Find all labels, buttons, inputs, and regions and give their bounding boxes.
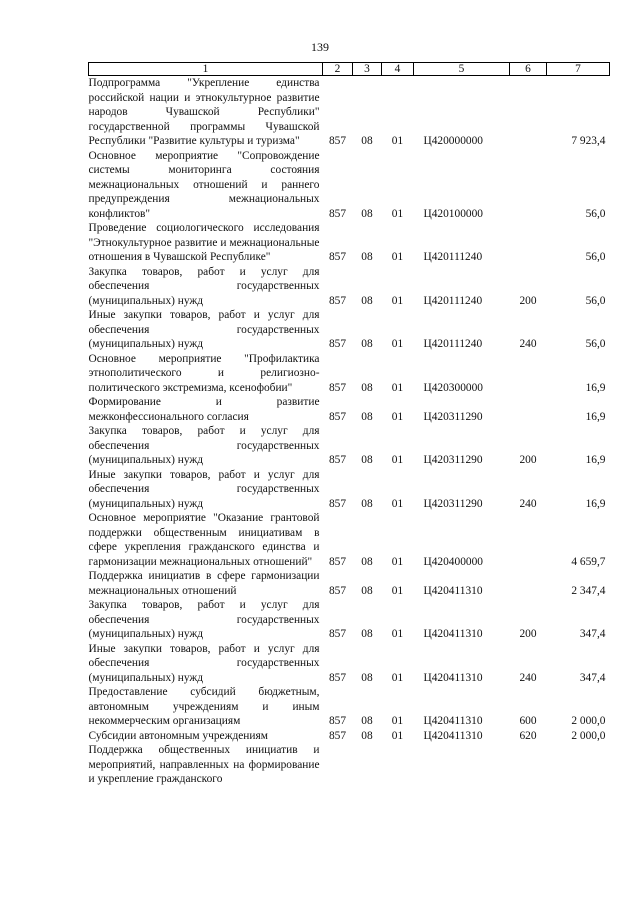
row-amount: 56,0: [585, 294, 606, 307]
row-subsection-code: 01: [391, 381, 404, 394]
row-section-code: 08: [361, 584, 373, 597]
row-subsection-code: 01: [391, 729, 404, 742]
row-subsection-code: 01: [391, 410, 404, 423]
header-col-3: 3: [353, 63, 382, 76]
row-subsection-code: 01: [391, 715, 404, 727]
row-ministry-code: 857: [328, 671, 347, 684]
row-ministry-code: 857: [328, 410, 347, 423]
row-target-code: Ц420111240: [423, 294, 483, 307]
row-expense-type: [510, 149, 547, 222]
table-row: [89, 424, 610, 468]
row-name: Закупка товаров, работ и услуг для обеспечения государственных (муниципальных) нужд: [88, 425, 320, 466]
table-row: [89, 743, 610, 787]
row-amount: 4 659,7: [571, 555, 606, 568]
row-name: Закупка товаров, работ и услуг для обеспечения государственных (муниципальных) нужд: [88, 599, 320, 640]
row-section-code: 08: [361, 628, 373, 640]
row-amount: 347,4: [579, 628, 606, 640]
row-target-code: Ц420111240: [423, 338, 483, 350]
row-ministry-code: 857: [328, 715, 347, 727]
table-body: [89, 76, 610, 787]
row-amount: 56,0: [585, 207, 606, 220]
row-expense-type: [510, 395, 547, 424]
row-expense-type: [510, 352, 547, 396]
row-subsection-code: [382, 743, 414, 787]
row-subsection-code: 01: [391, 294, 404, 307]
row-ministry-code: 857: [328, 294, 347, 307]
row-ministry-code: 857: [328, 497, 347, 510]
row-section-code: [353, 743, 382, 787]
row-expense-type: 240: [519, 671, 537, 684]
row-ministry-code: 857: [328, 584, 347, 597]
row-section-code: 08: [361, 715, 373, 727]
row-ministry-code: 857: [328, 381, 347, 394]
row-name: Основное мероприятие "Сопровождение системы мониторинга состояния межнациональных отношений и раннего предупреждения межнациональных конфликтов": [88, 149, 320, 220]
row-amount: 56,0: [585, 338, 606, 350]
row-target-code: Ц420400000: [423, 555, 483, 568]
row-amount: 16,9: [585, 497, 606, 510]
row-amount: 7 923,4: [571, 135, 606, 147]
row-expense-type: 240: [519, 338, 537, 350]
table-row: [89, 352, 610, 396]
row-target-code: Ц420411310: [423, 628, 483, 640]
header-col-4: 4: [382, 63, 414, 76]
row-target-code: Ц420300000: [423, 381, 483, 394]
row-expense-type: 200: [519, 454, 537, 466]
table-row: [89, 685, 610, 729]
row-section-code: 08: [361, 207, 373, 220]
row-name: Основное мероприятие "Оказание грантовой поддержки общественным инициативам в сфере укрепления гражданского единства и гармонизации межнациональных отношений": [88, 512, 320, 568]
row-name: Проведение социологического исследования "Этнокультурное развитие и межнациональные отношения в Чувашской Республике": [88, 222, 320, 263]
row-ministry-code: 857: [328, 555, 347, 568]
row-ministry-code: 857: [328, 628, 347, 640]
header-col-7: 7: [547, 63, 610, 76]
row-target-code: Ц420311290: [423, 497, 483, 510]
budget-table: [88, 62, 610, 787]
row-section-code: 08: [361, 410, 373, 423]
row-name: Иные закупки товаров, работ и услуг для обеспечения государственных (муниципальных) нужд: [88, 642, 320, 684]
row-ministry-code: [323, 743, 353, 787]
table-row: [89, 265, 610, 309]
row-subsection-code: 01: [391, 584, 404, 597]
row-expense-type: 620: [519, 729, 537, 742]
table-row: [89, 598, 610, 642]
header-col-5: 5: [414, 63, 510, 76]
row-expense-type: [510, 569, 547, 598]
table-row: [89, 395, 610, 424]
row-name: Поддержка общественных инициатив и мероприятий, направленных на формирование и укрепление гражданского: [88, 744, 320, 785]
row-expense-type: [510, 221, 547, 265]
table-row: [89, 729, 610, 744]
row-amount: 16,9: [585, 454, 606, 466]
row-target-code: Ц420411310: [423, 671, 483, 684]
row-expense-type: 600: [519, 715, 537, 727]
row-name: Субсидии автономным учреждениям: [88, 729, 268, 742]
row-expense-type: [510, 76, 547, 149]
table-row: [89, 76, 610, 149]
table-row: [89, 149, 610, 222]
row-amount: [547, 743, 610, 787]
row-subsection-code: 01: [391, 454, 404, 466]
table-row: [89, 511, 610, 569]
row-expense-type: 240: [519, 497, 537, 510]
row-subsection-code: 01: [391, 135, 404, 147]
row-expense-type: 200: [519, 294, 537, 307]
row-section-code: 08: [361, 251, 373, 263]
row-subsection-code: 01: [391, 497, 404, 510]
table-row: [89, 308, 610, 352]
table-row: [89, 642, 610, 686]
row-expense-type: [510, 743, 547, 787]
row-target-code: Ц420411310: [423, 729, 483, 742]
row-subsection-code: 01: [391, 207, 404, 220]
row-ministry-code: 857: [328, 135, 347, 147]
page-number: 139: [311, 40, 329, 54]
row-section-code: 08: [361, 338, 373, 350]
row-ministry-code: 857: [328, 207, 347, 220]
row-section-code: 08: [361, 555, 373, 568]
row-amount: 16,9: [585, 381, 606, 394]
row-subsection-code: 01: [391, 338, 404, 350]
row-target-code: Ц420111240: [423, 251, 483, 263]
row-subsection-code: 01: [391, 555, 404, 568]
row-section-code: 08: [361, 381, 373, 394]
table-row: [89, 468, 610, 512]
row-target-code: [414, 743, 510, 787]
row-ministry-code: 857: [328, 251, 347, 263]
table-row: [89, 221, 610, 265]
row-name: Основное мероприятие "Профилактика этнополитического и религиозно-политического экстремизма, ксенофобии": [88, 352, 320, 394]
row-target-code: Ц420100000: [423, 207, 483, 220]
row-amount: 56,0: [585, 251, 606, 263]
row-ministry-code: 857: [328, 338, 347, 350]
header-col-6: 6: [510, 63, 547, 76]
row-section-code: 08: [361, 729, 373, 742]
row-amount: 2 347,4: [571, 584, 606, 597]
row-amount: 347,4: [579, 671, 606, 684]
row-section-code: 08: [361, 671, 373, 684]
row-name: Иные закупки товаров, работ и услуг для обеспечения государственных (муниципальных) нужд: [88, 309, 320, 350]
row-target-code: Ц420311290: [423, 454, 483, 466]
row-subsection-code: 01: [391, 251, 404, 263]
header-col-1: 1: [89, 63, 323, 76]
row-name: Предоставление субсидий бюджетным, автономным учреждениям и иным некоммерческим организациям: [88, 686, 320, 727]
row-section-code: 08: [361, 497, 373, 510]
header-col-2: 2: [323, 63, 353, 76]
row-section-code: 08: [361, 135, 373, 147]
row-name: Поддержка инициатив в сфере гармонизации межнациональных отношений: [88, 570, 320, 597]
row-amount: 2 000,0: [571, 729, 606, 742]
row-expense-type: 200: [519, 628, 537, 640]
row-section-code: 08: [361, 454, 373, 466]
row-name: Закупка товаров, работ и услуг для обеспечения государственных (муниципальных) нужд: [88, 265, 320, 307]
row-target-code: Ц420311290: [423, 410, 483, 423]
row-name: Подпрограмма "Укрепление единства российской нации и этнокультурное развитие народов Чувашской Республики" государственной программы Чувашской Республики "Развитие культуры и туризма": [88, 77, 320, 147]
row-expense-type: [510, 511, 547, 569]
table-header-row: [89, 63, 610, 76]
row-target-code: Ц420411310: [423, 584, 483, 597]
row-name: Формирование и развитие межконфессионального согласия: [88, 396, 320, 423]
row-subsection-code: 01: [391, 628, 404, 640]
row-target-code: Ц420411310: [423, 715, 483, 727]
row-section-code: 08: [361, 294, 373, 307]
row-amount: 2 000,0: [571, 715, 606, 727]
table-row: [89, 569, 610, 598]
row-name: Иные закупки товаров, работ и услуг для обеспечения государственных (муниципальных) нужд: [88, 468, 320, 510]
row-target-code: Ц420000000: [423, 135, 483, 147]
row-ministry-code: 857: [328, 729, 347, 742]
row-amount: 16,9: [585, 410, 606, 423]
row-subsection-code: 01: [391, 671, 404, 684]
row-ministry-code: 857: [328, 454, 347, 466]
